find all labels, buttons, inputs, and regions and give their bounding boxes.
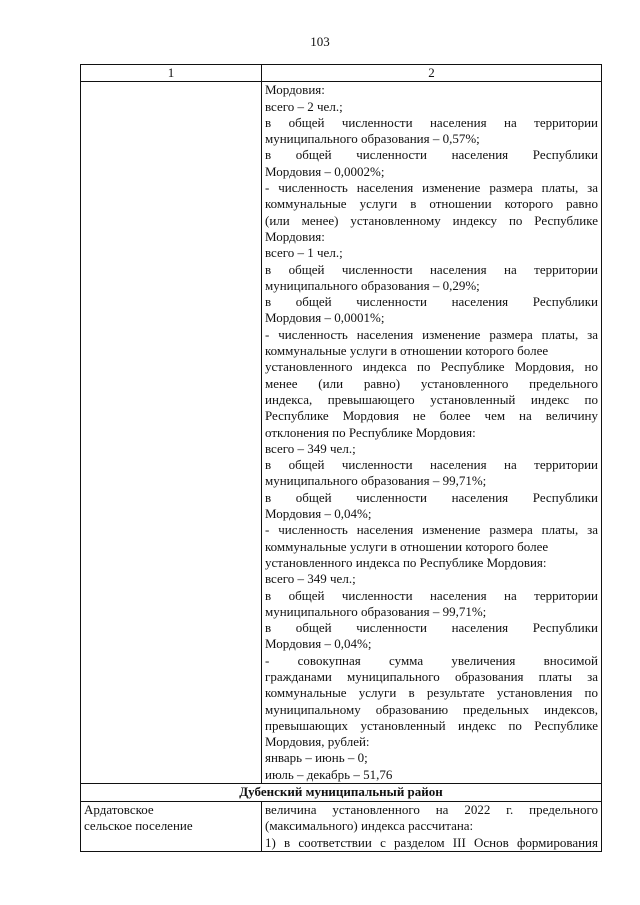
text-line: Мордовия – 0,04%; — [265, 636, 372, 652]
text-line: в общей численности населения на территории — [265, 114, 598, 130]
text-line: в общей численности населения Республики — [265, 620, 598, 636]
text-line: 1) в соответствии с разделом III Основ формирования — [265, 834, 598, 850]
text-line: коммунальные услуги в результате установления по — [265, 685, 598, 701]
text-line: установленного индекса по Республике Мордовия: — [265, 554, 547, 570]
text-line: муниципальному образованию предельных индексов, — [265, 701, 598, 717]
text-line: менее (или равно) установленного предельного — [265, 375, 598, 391]
text-line: Мордовия – 0,04%; — [265, 506, 372, 522]
municipality-name-line: Ардатовское — [84, 802, 154, 818]
municipality-name-line: сельское поселение — [84, 818, 193, 834]
text-line: коммунальные услуги в отношении которого равно — [265, 196, 598, 212]
page-number: 103 — [310, 34, 330, 49]
text-line: коммунальные услуги в отношении которого более — [265, 538, 549, 554]
district-row — [81, 784, 602, 802]
text-line: индекса, превышающего установленный индекс по — [265, 391, 598, 407]
indicator-text-cell — [262, 802, 602, 852]
text-line: в общей численности населения на территории — [265, 457, 598, 473]
district-title: Дубенский муниципальный район — [81, 784, 602, 802]
text-line: (или менее) установленному индексу по Республике — [265, 212, 598, 228]
text-line: в общей численности населения Республики — [265, 147, 598, 163]
text-line: в общей численности населения на территории — [265, 587, 598, 603]
text-line: величина установленного на 2022 г. предельного — [265, 802, 598, 818]
indicator-text-cell — [262, 82, 602, 784]
text-line: - совокупная сумма увеличения вносимой — [265, 652, 598, 668]
text-line: всего – 2 чел.; — [265, 98, 343, 114]
text-line: отклонения по Республике Мордовия: — [265, 424, 476, 440]
text-line: Мордовия: — [265, 82, 325, 98]
text-line: муниципального образования – 99,71%; — [265, 603, 487, 619]
header-cell-1: 1 — [81, 65, 262, 82]
text-line: в общей численности населения Республики — [265, 294, 598, 310]
text-line: Мордовия – 0,0002%; — [265, 163, 385, 179]
text-line: муниципального образования – 0,29%; — [265, 277, 480, 293]
text-line: Мордовия – 0,0001%; — [265, 310, 385, 326]
text-line: - численность населения изменение размера платы, за — [265, 326, 598, 342]
text-line: всего – 349 чел.; — [265, 571, 356, 587]
text-line: всего – 1 чел.; — [265, 245, 343, 261]
text-line: всего – 349 чел.; — [265, 440, 356, 456]
table-header-row — [81, 65, 602, 82]
text-line: превышающих установленный индекс по Республике — [265, 717, 598, 733]
text-line: Республике Мордовия не более чем на величину — [265, 408, 598, 424]
text-line: Мордовия: — [265, 228, 325, 244]
table-row — [81, 802, 602, 852]
text-line: - численность населения изменение размера платы, за — [265, 522, 598, 538]
table-row — [81, 82, 602, 784]
header-cell-2: 2 — [262, 65, 602, 82]
text-line: коммунальные услуги в отношении которого более — [265, 343, 549, 359]
text-line: - численность населения изменение размера платы, за — [265, 180, 598, 196]
text-line: гражданами муниципального образования платы за — [265, 668, 598, 684]
municipality-cell — [81, 802, 262, 852]
text-line: январь – июнь – 0; — [265, 750, 368, 766]
text-line: муниципального образования – 0,57%; — [265, 131, 480, 147]
text-line: в общей численности населения на территории — [265, 261, 598, 277]
document-table — [80, 64, 602, 852]
text-line: (максимального) индекса рассчитана: — [265, 818, 474, 834]
text-line: Мордовия, рублей: — [265, 734, 370, 750]
text-line: установленного индекса по Республике Мордовия, но — [265, 359, 598, 375]
empty-cell — [81, 82, 262, 784]
text-line: в общей численности населения Республики — [265, 489, 598, 505]
text-line: июль – декабрь – 51,76 — [265, 766, 393, 782]
text-line: муниципального образования – 99,71%; — [265, 473, 487, 489]
